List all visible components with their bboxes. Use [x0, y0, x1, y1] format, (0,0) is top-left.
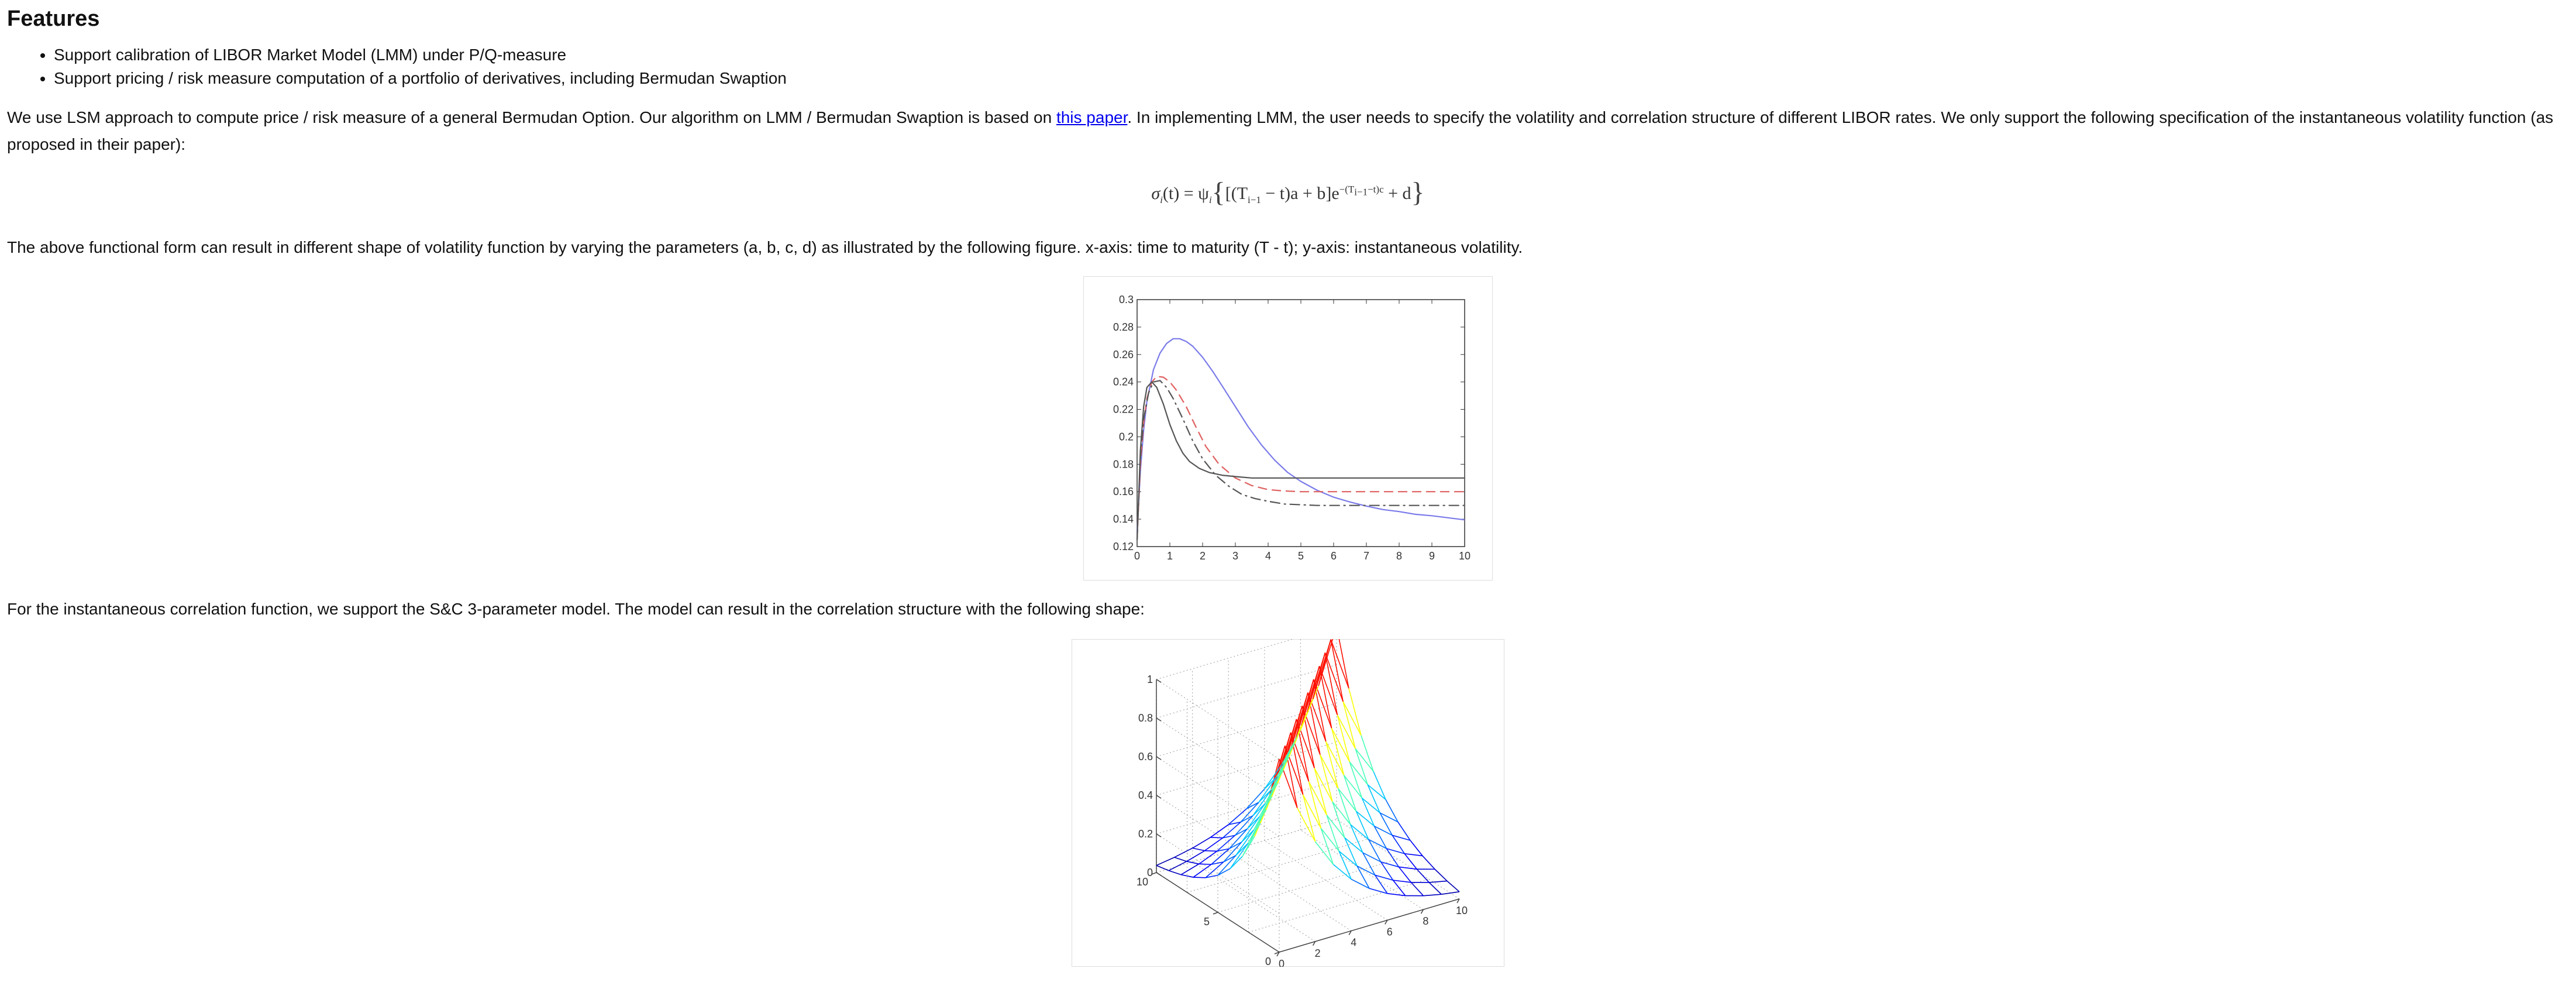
formula-brace-open: {	[1211, 177, 1225, 208]
x-tick-label: 0	[1134, 550, 1141, 562]
formula-sub: i	[1160, 194, 1163, 205]
x-tick-label: 4	[1265, 550, 1272, 562]
y-tick-label: 0.24	[1113, 376, 1134, 388]
intro-text-after: . In implementing LMM, the user needs to specify the volatility and correlation structure of different LIBOR rates. We only support the following specification of the instantaneous volatility function (as proposed in their paper):	[7, 108, 2554, 153]
x-tick-label: 6	[1330, 550, 1337, 562]
formula-sub: i−1	[1354, 186, 1368, 198]
x-tick-label: 3	[1232, 550, 1239, 562]
formula-body-a: [(T	[1225, 184, 1248, 203]
y-tick-label: 0.16	[1113, 486, 1134, 498]
features-heading: Features	[7, 6, 100, 31]
y-tick-label: 0.28	[1113, 321, 1134, 333]
y-tick-label: 10	[1136, 876, 1148, 888]
x-tick-label: 8	[1396, 550, 1403, 562]
figure-border	[1072, 640, 1504, 967]
x-tick-label: 8	[1423, 915, 1429, 928]
x-tick-label: 6	[1386, 926, 1393, 938]
z-tick-label: 0	[1146, 867, 1153, 878]
z-tick-label: 0.6	[1138, 751, 1153, 763]
y-tick-label: 0.18	[1113, 458, 1134, 471]
y-tick-label: 5	[1203, 916, 1210, 928]
x-tick-label: 4	[1351, 936, 1357, 949]
z-tick-label: 0.8	[1138, 712, 1153, 724]
volatility-description: The above functional form can result in different shape of volatility function by varying the parameters (a, b, c, d) as illustrated by the following figure. x-axis: time to maturity (T - t); y-axis: instantaneous volatility.	[7, 238, 1523, 256]
x-tick-label: 10	[1455, 905, 1468, 916]
y-tick-label: 0.26	[1113, 348, 1134, 360]
x-tick-label: 1	[1166, 550, 1173, 562]
correlation-description: For the instantaneous correlation function, we support the S&C 3-parameter model. The model can result in the correlation structure with the following shape:	[7, 600, 1145, 618]
formula-exp: −(T	[1339, 184, 1355, 195]
formula-sub: i	[1208, 194, 1212, 205]
x-tick-label: 2	[1199, 550, 1206, 562]
y-tick-label: 0.22	[1113, 403, 1134, 415]
surface-mesh-line	[1193, 877, 1206, 878]
list-item: • Support calibration of LIBOR Market Model (LMM) under P/Q-measure	[54, 43, 2569, 67]
y-tick-label: 0.14	[1113, 513, 1134, 526]
surface-mesh-line	[1210, 837, 1222, 838]
formula-sub: i−1	[1248, 194, 1261, 205]
y-tick-label: 0.3	[1118, 294, 1134, 305]
formula-lhs-arg: (t) = ψ	[1162, 184, 1209, 203]
formula-brace-close: }	[1411, 177, 1425, 208]
figure-border	[1084, 277, 1493, 581]
y-tick-label: 0	[1265, 956, 1271, 967]
readme-page	[7, 0, 2569, 967]
x-tick-label: 9	[1428, 550, 1435, 562]
list-item: • Support pricing / risk measure computation of a portfolio of derivatives, including Bermudan Swaption	[54, 67, 2569, 90]
correlation-surface-chart	[1072, 639, 1504, 967]
formula-expression	[1151, 172, 1424, 218]
intro-text-before: We use LSM approach to compute price / risk measure of a general Bermudan Option. Our algorithm on LMM / Bermudan Swaption is based on	[7, 108, 1056, 126]
z-tick-label: 0.2	[1138, 828, 1153, 840]
paper-link[interactable]: this paper	[1056, 108, 1128, 126]
y-tick-label: 0.2	[1118, 431, 1134, 443]
x-tick-label: 5	[1297, 550, 1304, 562]
intro-paragraph	[7, 104, 2569, 158]
correlation-figure	[7, 639, 2569, 967]
x-tick-label: 0	[1278, 958, 1285, 967]
volatility-figure	[7, 276, 2569, 581]
volatility-formula	[7, 172, 2569, 219]
y-tick-label: 0.12	[1113, 541, 1134, 552]
volatility-chart	[1083, 276, 1493, 581]
formula-body-b: − t)a + b]e	[1261, 184, 1339, 203]
formula-tail: + d	[1383, 184, 1411, 203]
formula-sigma: σ	[1151, 184, 1160, 203]
z-tick-label: 1	[1146, 674, 1153, 685]
x-tick-label: 7	[1363, 550, 1370, 562]
x-tick-label: 2	[1314, 947, 1321, 959]
z-tick-label: 0.4	[1138, 789, 1153, 801]
formula-exp-tail: −t)c	[1368, 184, 1384, 195]
x-tick-label: 10	[1458, 550, 1471, 562]
features-list	[7, 43, 2569, 90]
